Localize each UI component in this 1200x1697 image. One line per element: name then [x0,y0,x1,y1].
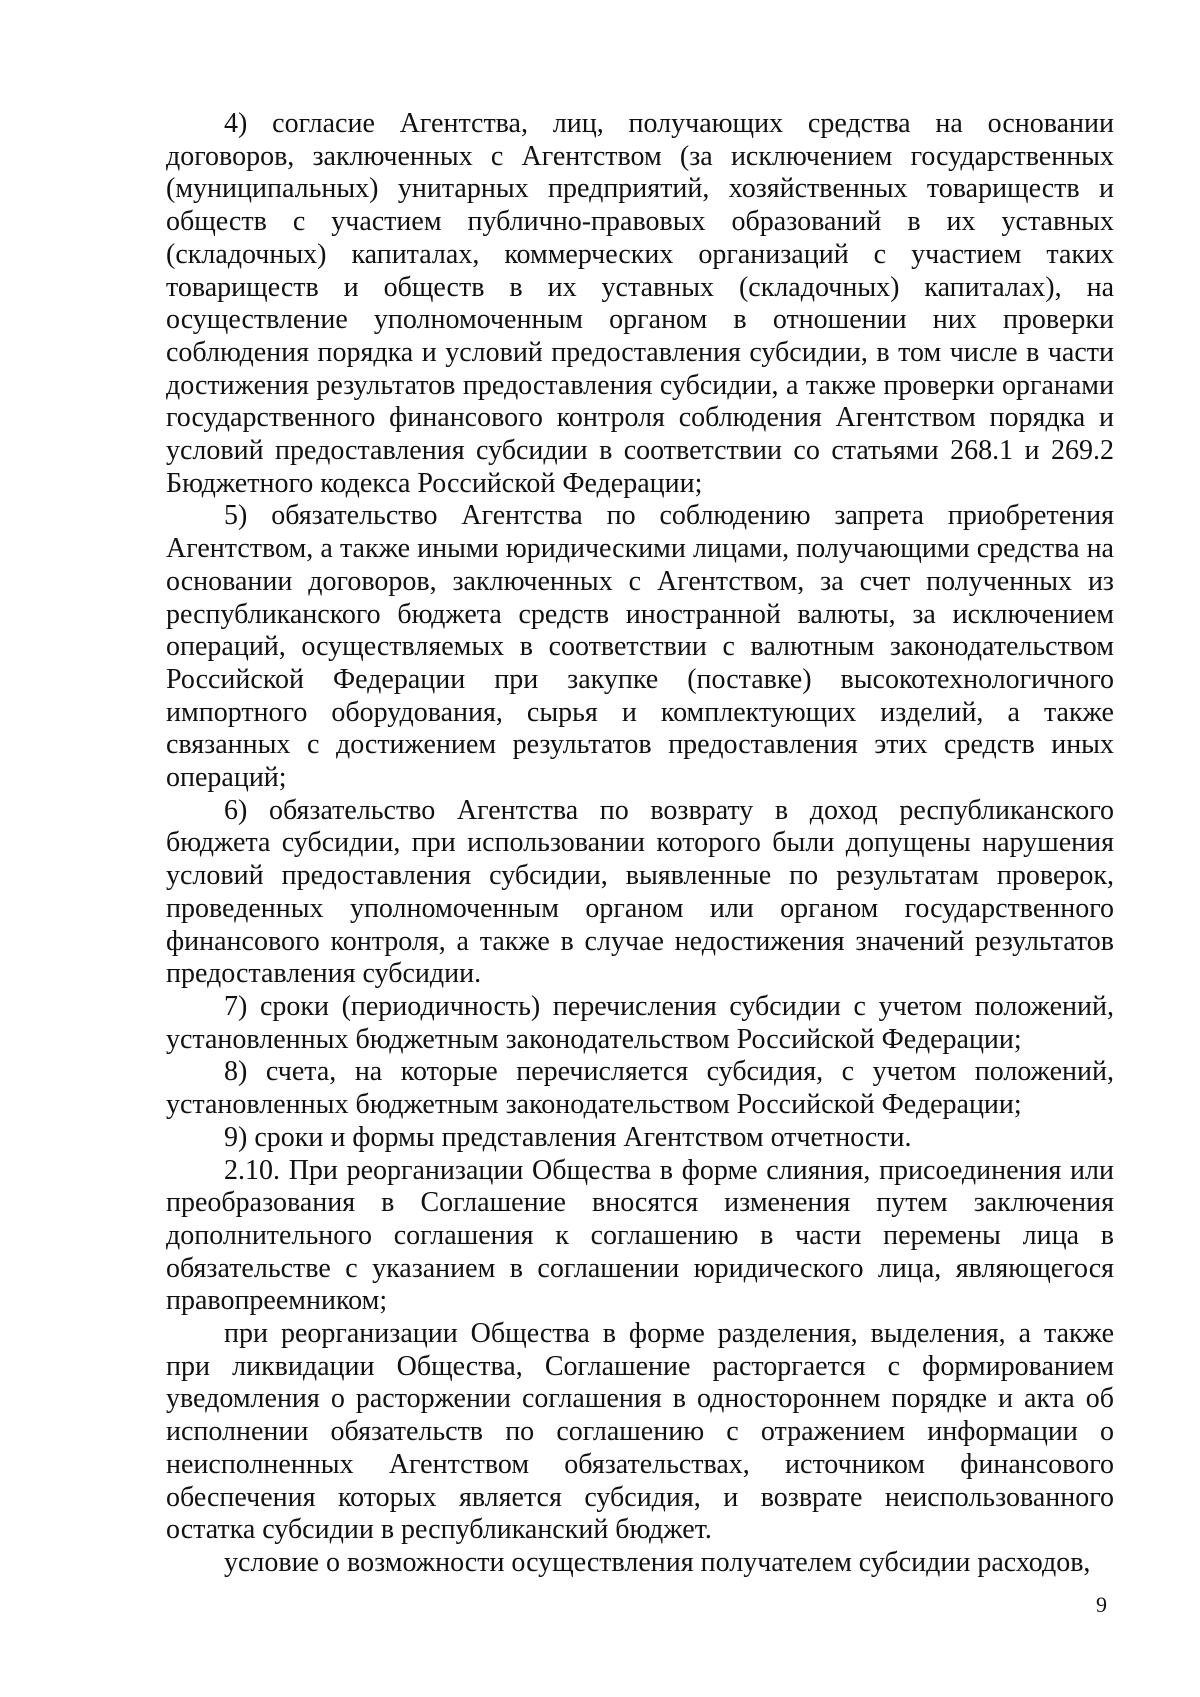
paragraph-item-7: 7) сроки (периодичность) перечисления субсидии с учетом положений, установленных бюджетным законодательством Российской Федерации; [166,990,1114,1055]
paragraph-expenses-condition: условие о возможности осуществления получателем субсидии расходов, [224,1546,1091,1578]
paragraph-item-8: 8) счета, на которые перечисляется субсидия, с учетом положений, установленных бюджетным законодательством Российской Федерации; [166,1056,1114,1121]
paragraph-item-5: 5) обязательство Агентства по соблюдению запрета приобретения Агентством, а также иными юридическими лицами, получающими средства на основании договоров, заключенных с Агентством, за счет полученных из республиканского бюджета средств иностранной валюты, за исключением операций, осуществляемых в соответствии с валютным законодательством Российской Федерации при закупке (поставке) высокотехнологичного импортного оборудования, сырья и комплектующих изделий, а также связанных с достижением результатов предоставления этих средств иных операций; [166,500,1114,794]
paragraph-item-9: 9) сроки и формы представления Агентством отчетности. [224,1121,912,1153]
document-body [166,108,1114,1580]
paragraph-item-6: 6) обязательство Агентства по возврату в доход республиканского бюджета субсидии, при использовании которого были допущены нарушения условий предоставления субсидии, выявленные по результатам проверок, проведенных уполномоченным органом или органом государственного финансового контроля, а также в случае недостижения значений результатов предоставления субсидии. [166,794,1114,990]
paragraph-reorganization-termination: при реорганизации Общества в форме разделения, выделения, а также при ликвидации Общества, Соглашение расторгается с формированием уведомления о расторжении соглашения в одностороннем порядке и акта об исполнении обязательств по соглашению с отражением информации о неисполненных Агентством обязательствах, источником финансового обеспечения которых является субсидия, и возврате неиспользованного остатка субсидии в республиканский бюджет. [166,1318,1114,1546]
paragraph-clause-2-10: 2.10. При реорганизации Общества в форме слияния, присоединения или преобразования в Соглашение вносятся изменения путем заключения дополнительного соглашения к соглашению в части перемены лица в обязательстве с указанием в соглашении юридического лица, являющегося правопреемником; [166,1154,1114,1317]
page-number: 9 [1096,1592,1107,1617]
paragraph-item-4: 4) согласие Агентства, лиц, получающих средства на основании договоров, заключенных с Агентством (за исключением государственных (муниципальных) унитарных предприятий, хозяйственных товариществ и обществ с участием публично-правовых образований в их уставных (складочных) капиталах, коммерческих организаций с участием таких товариществ и обществ в их уставных (складочных) капиталах), на осуществление уполномоченным органом в отношении них проверки соблюдения порядка и условий предоставления субсидии, в том числе в части достижения результатов предоставления субсидии, а также проверки органами государственного финансового контроля соблюдения Агентством порядка и условий предоставления субсидии в соответствии со статьями 268.1 и 269.2 Бюджетного кодекса Российской Федерации; [166,108,1114,499]
